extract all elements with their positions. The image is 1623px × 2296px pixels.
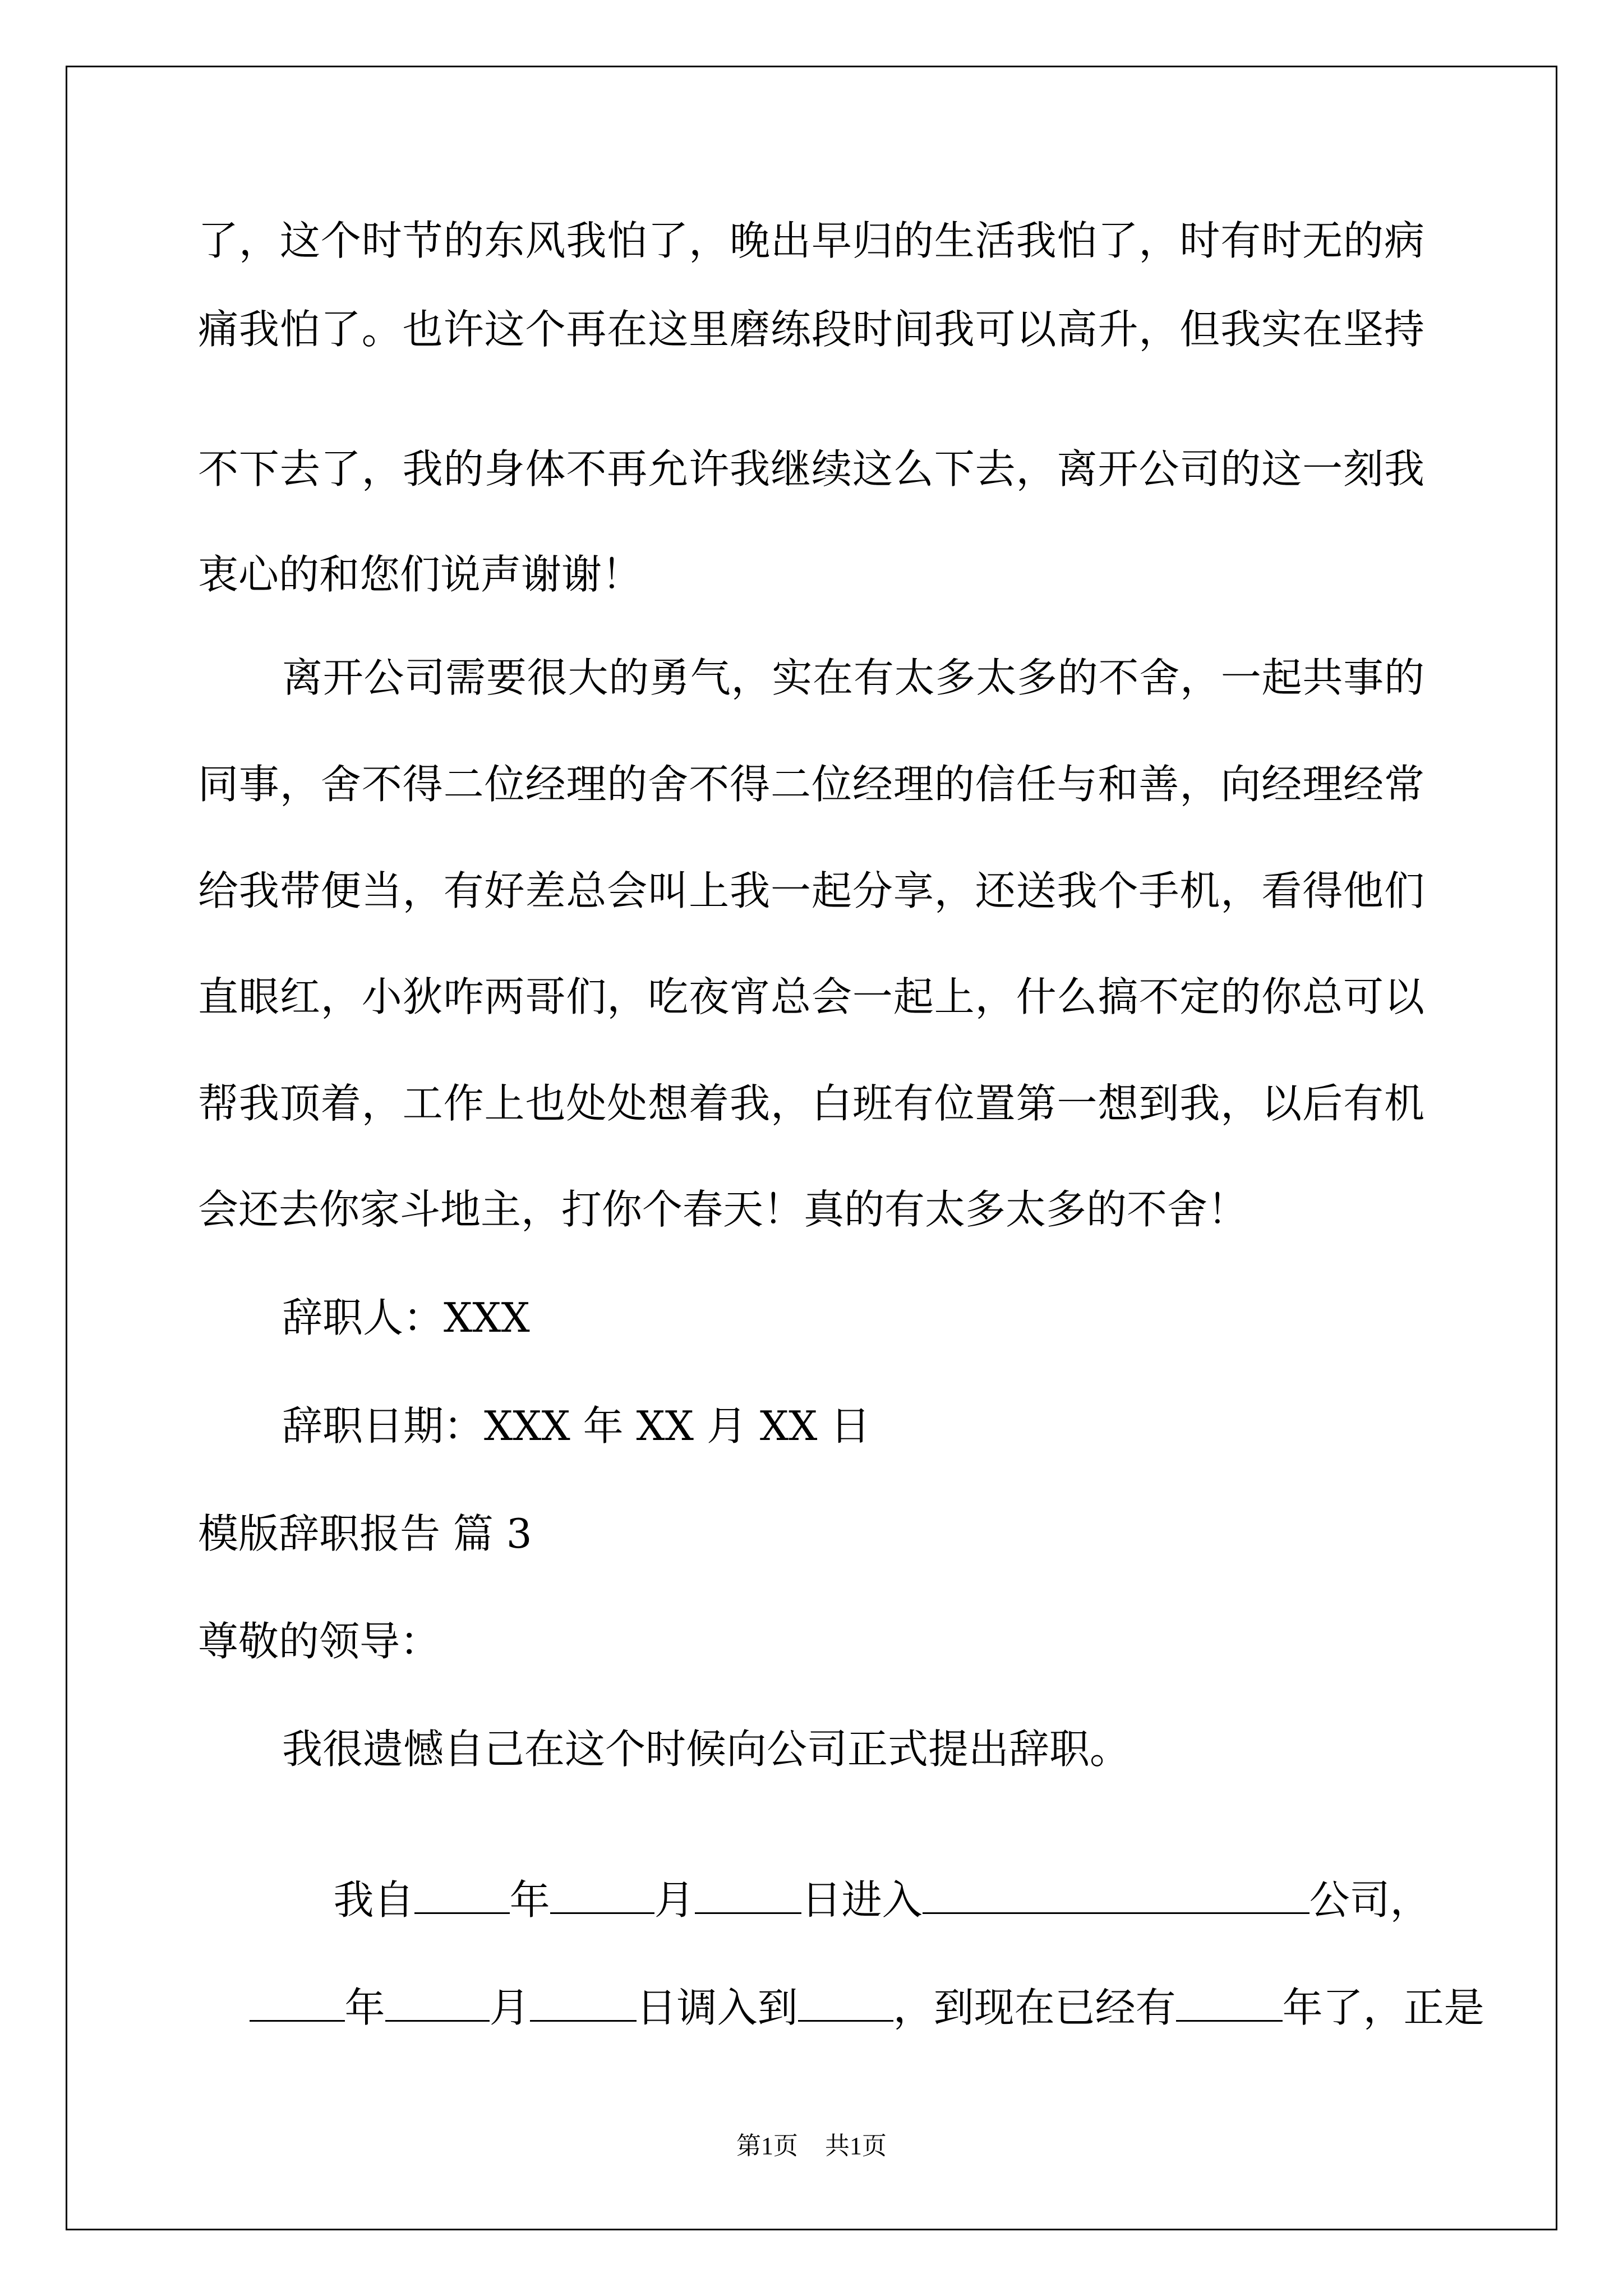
resign-date-line: 辞职日期：XXX 年 XX 月 XX 日 [282, 1402, 871, 1450]
form-text: 月 [489, 1984, 530, 2031]
page-number: 第1页 [736, 2132, 798, 2160]
form-line-2 [198, 1945, 1484, 2068]
blank-field-day[interactable] [530, 1985, 637, 2022]
form-text: ，到现在已经有 [893, 1984, 1176, 2031]
blank-field-month[interactable] [385, 1985, 490, 2022]
blank-field-company[interactable] [923, 1878, 1310, 1914]
blank-field-month[interactable] [550, 1878, 654, 1914]
paragraph-line: 衷心的和您们说声谢谢！ [198, 551, 643, 598]
form-text: 年 [344, 1984, 385, 2031]
paragraph-line: 我很遗憾自己在这个时候向公司正式提出辞职。 [282, 1726, 1131, 1773]
blank-field-year[interactable] [414, 1878, 510, 1914]
blank-field-year[interactable] [250, 1985, 345, 2022]
paragraph-line: 直眼红，小狄咋两哥们，吃夜宵总会一起上，什么搞不定的你总可以 [198, 973, 1424, 1020]
salutation: 尊敬的领导： [198, 1618, 441, 1665]
form-text: 我自 [333, 1876, 414, 1924]
paragraph-line: 离开公司需要很大的勇气，实在有太多太多的不舍，一起共事的 [282, 654, 1424, 701]
section-heading: 模版辞职报告 篇 3 [198, 1510, 532, 1557]
form-text: 公司， [1309, 1876, 1431, 1924]
form-text: 年 [509, 1876, 550, 1924]
blank-field-years[interactable] [1176, 1985, 1283, 2022]
paragraph-line: 痛我怕了。也许这个再在这里磨练段时间我可以高升，但我实在坚持 [198, 306, 1424, 353]
form-text: 日进入 [801, 1876, 923, 1924]
blank-field-department[interactable] [798, 1985, 893, 2022]
form-text: 月 [654, 1876, 695, 1924]
resigner-line: 辞职人：XXX [282, 1294, 530, 1341]
page-footer [0, 2134, 1623, 2159]
blank-field-day[interactable] [695, 1878, 801, 1914]
paragraph-line: 给我带便当，有好差总会叫上我一起分享，还送我个手机，看得他们 [198, 867, 1424, 914]
paragraph-line: 同事，舍不得二位经理的舍不得二位经理的信任与和善，向经理经常 [198, 761, 1424, 808]
form-line-1 [282, 1837, 1431, 1961]
paragraph-line: 了，这个时节的东风我怕了，晚出早归的生活我怕了，时有时无的病 [198, 217, 1424, 264]
form-text: 年了，正是 [1282, 1984, 1484, 2031]
paragraph-line: 会还去你家斗地主，打你个春天！真的有太多太多的不舍！ [198, 1186, 1248, 1233]
paragraph-line: 帮我顶着，工作上也处处想着我，白班有位置第一想到我，以后有机 [198, 1080, 1424, 1127]
page-total: 共1页 [825, 2132, 887, 2160]
form-text: 日调入到 [636, 1984, 798, 2031]
paragraph-line: 不下去了，我的身体不再允许我继续这么下去，离开公司的这一刻我 [198, 445, 1424, 493]
